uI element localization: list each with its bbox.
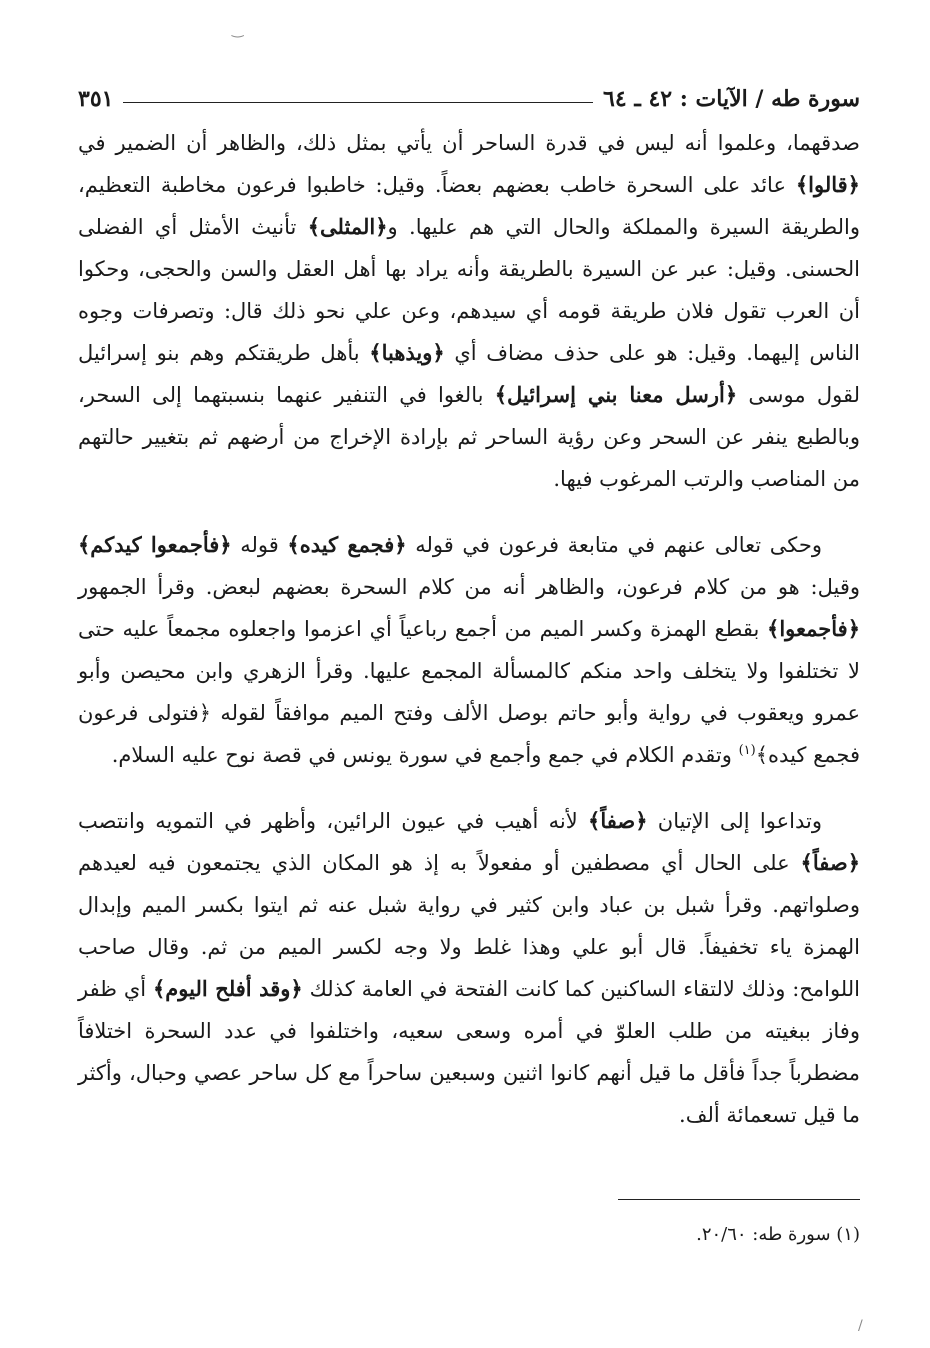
text-run: بأهل طريقتكم وهم بنو إسرائيل لقول موسى: [78, 341, 860, 407]
text-run: عائد على السحرة خاطب بعضهم بعضاً. وقيل: خاطبوا فرعون مخاطبة التعظيم، والطريقة السيرة والمملكة والحال التي هم عليها. و: [78, 173, 860, 239]
text-run: وتقدم الكلام في جمع وأجمع في سورة يونس في قصة نوح عليه السلام.: [111, 743, 739, 767]
scan-speck: ‿: [232, 22, 244, 38]
quran-quote: ﴿فأجمعوا﴾: [767, 616, 860, 641]
text-run: بقطع الهمزة وكسر الميم من أجمع رباعياً أي اعزموا واجعلوه مجمعاً عليه حتى لا تختلفوا ولا يتخلف واحد منكم كالمسألة المجمع عليها. وقرأ الزهري وابن محيصن وأبو عمرو ويعقوب في رواية وأبو حاتم بوصل الألف وفتح الميم موافقاً لقوله ﴿فتولى فرعون فجمع كيده﴾: [78, 617, 860, 767]
scan-speck: /: [858, 1318, 863, 1334]
quran-quote: ﴿صفاً﴾: [800, 850, 860, 875]
text-run: تأنيث الأمثل أي الفضلى الحسنى. وقيل: عبر عن السيرة بالطريقة وأنه يراد بها أهل العقل والسن والحجى، وحكوا أن العرب تقول فلان طريقة قومه أي سيدهم، وعن علي نحو ذلك قال: وتصرفات وجوه الناس إليهما. وقيل: هو على حذف مضاف أي: [78, 215, 861, 365]
text-run: على الحال أي مصطفين أو مفعولاً به إذ هو المكان الذي يجتمعون فيه لعيدهم وصلواتهم. وقرأ شبل بن عباد وابن كثير في رواية شبل عنه ثم ايتوا بكسر الميم وإبدال الهمزة ياء تخفيفاً. قال أبو علي وهذا غلط ولا وجه لكسر الميم من ثم. وقال صاحب اللوامح: وذلك لالتقاء الساكنين كما كانت الفتحة في العامة كذلك: [78, 851, 860, 1001]
footnote: (١) سورة طه: ٢٠/٦٠.: [696, 1224, 860, 1245]
text-run: لأنه أهيب في عيون الرائين، وأظهر في التمويه وانتصب: [78, 809, 589, 833]
page-body: [78, 122, 860, 1160]
page-number: ٣٥١: [78, 86, 114, 112]
footnote-ref: (١): [738, 743, 756, 758]
paragraph: [78, 524, 860, 776]
paragraph: [78, 800, 860, 1136]
quran-quote: ﴿فأجمعوا كيدكم﴾: [78, 532, 232, 557]
text-run: قوله: [231, 533, 288, 557]
header-rule: [123, 102, 593, 103]
quran-quote: ﴿صفاً﴾: [588, 808, 648, 833]
quran-quote: ﴿أرسل معنا بني إسرائيل﴾: [494, 382, 738, 407]
quran-quote: ﴿قالوا﴾: [795, 172, 860, 197]
quran-quote: ﴿فجمع كيده﴾: [287, 532, 407, 557]
paragraph: [78, 122, 860, 500]
text-run: وقيل: هو من كلام فرعون، والظاهر أنه من كلام السحرة بعضهم لبعض. وقرأ الجمهور: [78, 575, 860, 599]
text-run: وتداعوا إلى الإتيان: [647, 809, 822, 833]
text-run: بالغوا في التنفير عنهما بنسبتهما إلى السحر، وبالطبع ينفر عن السحر وعن رؤية الساحر ثم بإرادة الإخراج من أرضهم ثم بتغيير حالتهم من المناصب والرتب المرغوب فيها.: [78, 383, 860, 491]
surah-title: سورة طه / الآيات : ٤٢ ـ ٦٤: [603, 86, 860, 112]
text-run: أي ظفر وفاز ببغيته من طلب العلوّ في أمره وسعى سعيه، واختلفوا في عدد السحرة اختلافاً مضطرباً جداً فأقل ما قيل أنهم كانوا اثنين وسبعين ساحراً مع كل ساحر عصي وحبال، وأكثر ما قيل تسعمائة ألف.: [78, 977, 860, 1127]
page-header: [78, 72, 860, 112]
quran-quote: ﴿ويذهبا﴾: [369, 340, 445, 365]
text-run: صدقهما، وعلموا أنه ليس في قدرة الساحر أن يأتي بمثل ذلك، والظاهر أن الضمير في: [78, 131, 860, 155]
quran-quote: ﴿المثلى﴾: [307, 214, 388, 239]
text-run: وحكى تعالى عنهم في متابعة فرعون في قوله: [406, 533, 822, 557]
footnote-rule: [618, 1199, 860, 1200]
quran-quote: ﴿وقد أفلح اليوم﴾: [153, 976, 303, 1001]
